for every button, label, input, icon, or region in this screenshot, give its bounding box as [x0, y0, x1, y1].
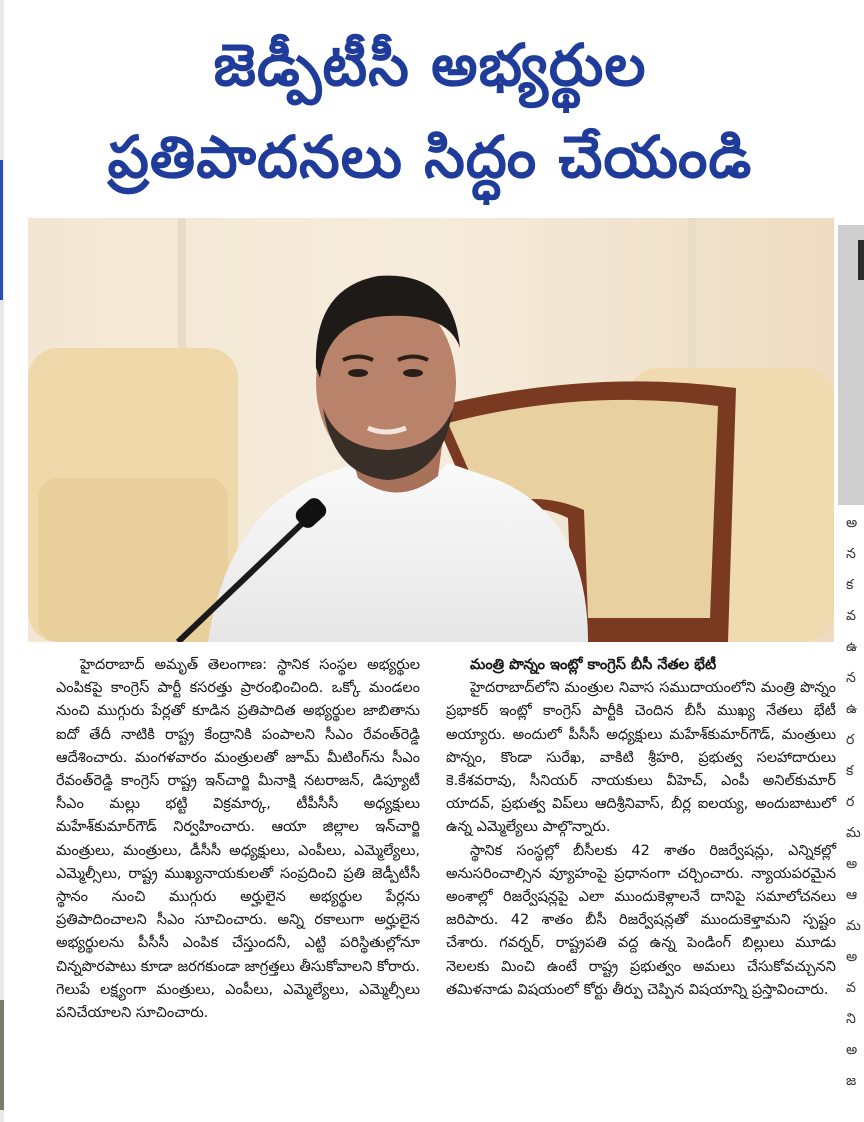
right-edge-text-fragment: వ	[846, 608, 856, 624]
right-edge-text-fragment: ర	[846, 732, 855, 748]
right-edge-text-fragment: ని	[846, 1011, 856, 1027]
right-edge-text-fragment: ఉ	[846, 701, 858, 717]
article-subhead: మంత్రి పొన్నం ఇంట్లో కాంగ్రెస్ బీసీ నేతల భేటీ	[470, 657, 717, 673]
right-edge-text-fragment: అ	[846, 515, 858, 531]
right-edge-text-fragment: మ	[846, 825, 861, 841]
headline-line-1: జెడ్పీటీసీ అభ్యర్థుల	[213, 31, 647, 99]
right-edge-text-fragment: న	[846, 670, 856, 686]
article-paragraph: హైదరాబాద్‌లోని మంత్రుల నివాస సముదాయంలోని మంత్రి పొన్నం ప్రభాకర్ ఇంట్లో కాంగ్రెస్ పార్టీకి చెందిన బీసీ ముఖ్య నేతలు భేటీ అయ్యారు. అందులో పీసీసీ అధ్యక్షులు మహేశ్‌కుమార్‌గౌడ్, మంత్రులు పొన్నం, కొండా సురేఖ, వాకిటి శ్రీహరి, ప్రభుత్వ సలహాదారులు కె.కేశవరావు, సీనియర్ నాయకులు వీహెచ్, ఎంపీ అనిల్‌కుమార్ యాదవ్, ప్రభుత్వ విప్‌లు ఆది‌శ్రీనివాస్, బీర్ల ఐలయ్య, అందుబాటులో ఉన్న ఎమ్మెల్యేలు పాల్గొన్నారు.	[446, 680, 836, 836]
right-edge-text-fragment: అ	[846, 856, 858, 872]
right-edge-text-fragment: క	[846, 577, 854, 593]
article-paragraph: స్థానిక సంస్థల్లో బీసీలకు 42 శాతం రిజర్వేషన్లు, ఎన్నికల్లో అనుసరించాల్సిన వ్యూహంపై ప్రధానంగా చర్చించారు. న్యాయపరమైన అంశాల్లో రిజర్వేషన్లపై ఎలా ముందుకెళ్లాలనే దానిపై సమాలోచనలు జరిపారు. 42 శాతం బీసీ రిజర్వేషన్లతో ముందుకెళ్తామని స్పష్టం చేశారు. గవర్నర్, రాష్ట్రపతి వద్ద ఉన్న పెండింగ్ బిల్లులు మూడు నెలలకు మించి ఉంటే రాష్ట్ర ప్రభుత్వం అమలు చేసుకోవచ్చునని తమిళనాడు విషయంలో కోర్టు తీర్పు చెప్పిన విషయాన్ని ప్రస్తావించారు.	[446, 842, 836, 998]
left-edge-photo-fragment	[0, 1000, 4, 1110]
headline-line-2: ప్రతిపాదనలు సిద్ధం చేయండి	[107, 123, 753, 191]
right-edge-text-fragment: వ	[846, 980, 856, 996]
right-edge-text-fragment: అ	[846, 1042, 858, 1058]
news-photo	[28, 218, 834, 642]
right-edge-text-fragment: క	[846, 763, 854, 779]
right-edge-text-fragment: ఉ	[846, 639, 858, 655]
right-edge-text-fragment: అ	[846, 949, 858, 965]
right-edge-text-fragment: మ	[846, 918, 861, 934]
right-edge-text-fragment: ర	[846, 794, 855, 810]
article-column-2	[446, 654, 836, 1002]
article-paragraph: హైదరాబాద్ అమృత్ తెలంగాణ: స్థానిక సంస్థల అభ్యర్థుల ఎంపికపై కాంగ్రెస్ పార్టీ కసరత్తు ప్రారంభించింది. ఒక్కో మండలం నుంచి ముగ్గురు పేర్లతో కూడిన ప్రతిపాదిత అభ్యర్థుల జాబితాను ఐదో తేదీ నాటికి రాష్ట్ర కేంద్రానికి పంపాలని సీఎం రేవంత్‌రెడ్డి ఆదేశించారు. మంగళవారం మంత్రులతో జూమ్ మీటింగ్‌ను సీఎం రేవంత్‌రెడ్డి కాంగ్రెస్ రాష్ట్ర ఇన్‌చార్జి మీనాక్షి నటరాజన్, డిప్యూటీ సీఎం మల్లు భట్టి విక్రమార్క, టీపీసీసీ అధ్యక్షులు మహేశ్‌కుమార్‌గౌడ్ నిర్వహించారు. ఆయా జిల్లాల ఇన్‌చార్జి మంత్రులు, మంత్రులు, డీసీసీ అధ్యక్షులు, ఎంపీలు, ఎమ్మెల్యేలు, ఎమ్మెల్సీలు, రాష్ట్ర ముఖ్యనాయకులతో సంప్రదించి ప్రతి జెడ్పీటీసీ స్థానం నుంచి ముగ్గురు అర్హులైన అభ్యర్థుల పేర్లను ప్రతిపాదించాలని సీఎం సూచించారు. అన్ని రకాలుగా అర్హులైన అభ్యర్థులను పీసీసీ ఎంపిక చేస్తుందనీ, ఎట్టి పరిస్థితుల్లోనూ చిన్నపొరపాటు కూడా జరగకుండా జాగ్రత్తలు తీసుకోవాలని కోరారు. గెలుపే లక్ష్యంగా మంత్రులు, ఎంపీలు, ఎమ్మెల్యేలు, ఎమ్మెల్సీలు పనిచేయాలని సూచించారు.	[56, 657, 420, 1022]
right-edge-adjacent-column	[838, 0, 864, 1122]
right-edge-text-fragment: న	[846, 546, 856, 562]
right-edge-text-fragment: ఆ	[846, 887, 858, 903]
article-column-1	[56, 654, 420, 1025]
right-edge-text-fragment: జ	[846, 1073, 857, 1089]
